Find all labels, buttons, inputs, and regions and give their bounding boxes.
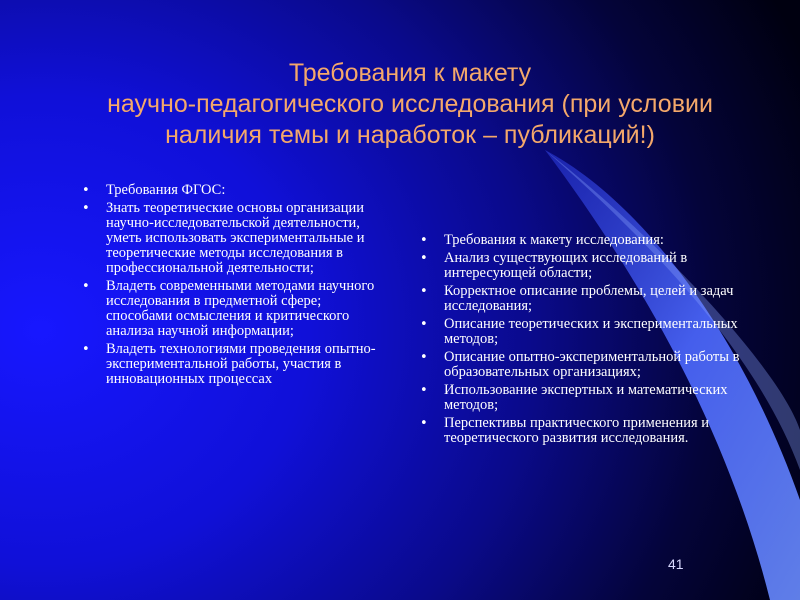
list-item: • Описание теоретических и экспериментальных методов; <box>420 317 750 347</box>
slide-number: 41 <box>668 556 684 572</box>
slide-title <box>60 58 760 151</box>
list-item: • Описание опытно-экспериментальной работы в образовательных организациях; <box>420 350 750 380</box>
list-item: • Знать теоретические основы организации научно-исследовательской деятельности, уметь использовать экспериментальные и теоретические методы исследования в профессиональной деятельности; <box>82 201 382 276</box>
title-line-1: Требования к макету <box>288 59 532 87</box>
title-line-2: научно-педагогического исследования (при условии <box>107 90 713 118</box>
list-item: • Требования к макету исследования: <box>420 233 750 248</box>
list-item: • Использование экспертных и математических методов; <box>420 383 750 413</box>
layout-requirements-list <box>420 233 750 449</box>
fgos-requirements-list <box>82 183 382 390</box>
title-line-3: наличия темы и наработок – публикаций!) <box>165 121 655 149</box>
list-item: • Требования ФГОС: <box>82 183 382 198</box>
list-item: • Корректное описание проблемы, целей и задач исследования; <box>420 284 750 314</box>
list-item: • Анализ существующих исследований в интересующей области; <box>420 251 750 281</box>
list-item: • Перспективы практического применения и теоретического развития исследования. <box>420 416 750 446</box>
list-item: • Владеть технологиями проведения опытно-экспериментальной работы, участия в инновационных процессах <box>82 342 382 387</box>
list-item: • Владеть современными методами научного исследования в предметной сфере; способами осмысления и критического анализа научной информации; <box>82 279 382 339</box>
